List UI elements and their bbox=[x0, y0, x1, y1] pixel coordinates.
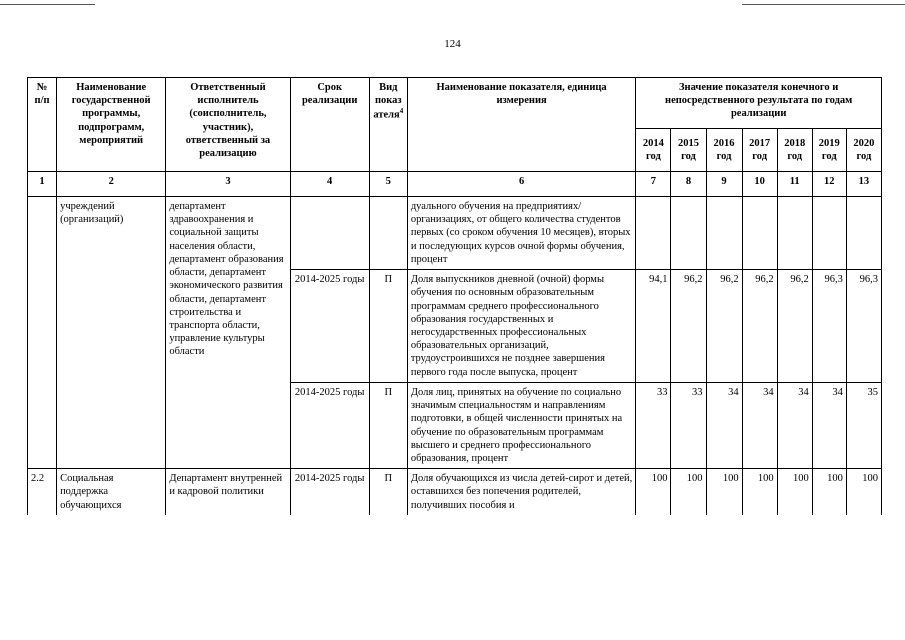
row-value: 96,3 bbox=[846, 270, 881, 383]
row-indicator: дуального обучения на предприятиях/организациях, от общего количества студентов первых (со сроком обучения 10 месяцев), вторых и последующих курсов очной формы обучения, процент bbox=[407, 197, 636, 270]
header-year: 2015 год bbox=[671, 129, 706, 172]
row-num: 2.2 bbox=[28, 469, 57, 515]
row-period: 2014-2025 годы bbox=[290, 270, 369, 383]
row-value: 96,2 bbox=[671, 270, 706, 383]
header-year: 2016 год bbox=[706, 129, 742, 172]
header-row-1 bbox=[28, 78, 882, 129]
column-number: 4 bbox=[290, 172, 369, 197]
header-year: 2014 год bbox=[636, 129, 671, 172]
header-year: 2017 год bbox=[742, 129, 777, 172]
row-value-empty bbox=[846, 197, 881, 270]
column-number: 7 bbox=[636, 172, 671, 197]
row-value: 100 bbox=[671, 469, 706, 515]
top-rule-right bbox=[742, 4, 905, 5]
header-indicator-name: Наименование показателя, единица измерения bbox=[407, 78, 636, 172]
row-value: 34 bbox=[777, 382, 812, 468]
row-value: 100 bbox=[846, 469, 881, 515]
table-row bbox=[28, 469, 882, 515]
column-number: 9 bbox=[706, 172, 742, 197]
row-value: 100 bbox=[706, 469, 742, 515]
row-value: 96,2 bbox=[742, 270, 777, 383]
row-value: 33 bbox=[671, 382, 706, 468]
header-year: 2019 год bbox=[812, 129, 846, 172]
column-number: 1 bbox=[28, 172, 57, 197]
row-value: 34 bbox=[706, 382, 742, 468]
row-indicator: Доля лиц, принятых на обучение по социально значимым специальностям и направлениям подготовки, в общей численности принятых на обучение по образовательным программам высшего и среднего профессионального образования, процент bbox=[407, 382, 636, 468]
column-number: 3 bbox=[166, 172, 290, 197]
row-value-empty bbox=[742, 197, 777, 270]
row-value: 34 bbox=[742, 382, 777, 468]
row-type-empty bbox=[369, 197, 407, 270]
row-value: 94,1 bbox=[636, 270, 671, 383]
column-number: 2 bbox=[57, 172, 166, 197]
row-value: 34 bbox=[812, 382, 846, 468]
row-value: 96,2 bbox=[706, 270, 742, 383]
row-program-name: Социальная поддержка обучающихся bbox=[57, 469, 166, 515]
header-num: № п/п bbox=[28, 78, 57, 172]
column-number: 13 bbox=[846, 172, 881, 197]
table-row bbox=[28, 197, 882, 270]
row-value-empty bbox=[777, 197, 812, 270]
row-value: 96,2 bbox=[777, 270, 812, 383]
row-value-empty bbox=[636, 197, 671, 270]
header-program-name: Наименование государственной программы, подпрограмм, мероприятий bbox=[57, 78, 166, 172]
header-year: 2020 год bbox=[846, 129, 881, 172]
header-executor: Ответственный исполнитель (соисполнитель, участник), ответственный за реализацию bbox=[166, 78, 290, 172]
row-indicator: Доля обучающихся из числа детей-сирот и детей, оставшихся без попечения родителей, получивших пособия и bbox=[407, 469, 636, 515]
top-rule-left bbox=[0, 4, 95, 5]
row-period: 2014-2025 годы bbox=[290, 382, 369, 468]
column-number: 8 bbox=[671, 172, 706, 197]
row-value-empty bbox=[812, 197, 846, 270]
header-footnote-mark: 4 bbox=[399, 107, 404, 116]
program-table bbox=[27, 77, 882, 515]
column-number: 12 bbox=[812, 172, 846, 197]
column-number: 6 bbox=[407, 172, 636, 197]
row-type: П bbox=[369, 270, 407, 383]
row-value: 100 bbox=[742, 469, 777, 515]
row-value: 100 bbox=[777, 469, 812, 515]
column-number: 10 bbox=[742, 172, 777, 197]
row-executor: департамент здравоохранения и социальной защиты населения области, департамент образования области, департамент экономического развития области, департамент строительства и транспорта области, управление культуры области bbox=[166, 197, 290, 469]
header-period: Срок реализации bbox=[290, 78, 369, 172]
row-value: 35 bbox=[846, 382, 881, 468]
row-type: П bbox=[369, 382, 407, 468]
row-value: 100 bbox=[636, 469, 671, 515]
row-value-empty bbox=[671, 197, 706, 270]
header-indicator-type-text: Вид показателя bbox=[373, 82, 402, 121]
row-value: 96,3 bbox=[812, 270, 846, 383]
header-indicator-type bbox=[369, 78, 407, 172]
row-period: 2014-2025 годы bbox=[290, 469, 369, 515]
page-number: 124 bbox=[444, 38, 461, 50]
column-number: 5 bbox=[369, 172, 407, 197]
column-number: 11 bbox=[777, 172, 812, 197]
row-executor: Департамент внутренней и кадровой политики bbox=[166, 469, 290, 515]
column-number-row bbox=[28, 172, 882, 197]
row-value: 33 bbox=[636, 382, 671, 468]
row-num-empty bbox=[28, 197, 57, 469]
row-indicator: Доля выпускников дневной (очной) формы обучения по основным образовательным программам среднего профессионального образования государственных и негосударственных профессиональных образовательных организаций, трудоустроившихся не позднее завершения первого года после выпуска, процент bbox=[407, 270, 636, 383]
row-period-empty bbox=[290, 197, 369, 270]
row-value: 100 bbox=[812, 469, 846, 515]
row-program-name: учреждений (организаций) bbox=[57, 197, 166, 469]
row-value-empty bbox=[706, 197, 742, 270]
row-type: П bbox=[369, 469, 407, 515]
header-values-group: Значение показателя конечного и непосредственного результата по годам реализации bbox=[636, 78, 882, 129]
header-year: 2018 год bbox=[777, 129, 812, 172]
